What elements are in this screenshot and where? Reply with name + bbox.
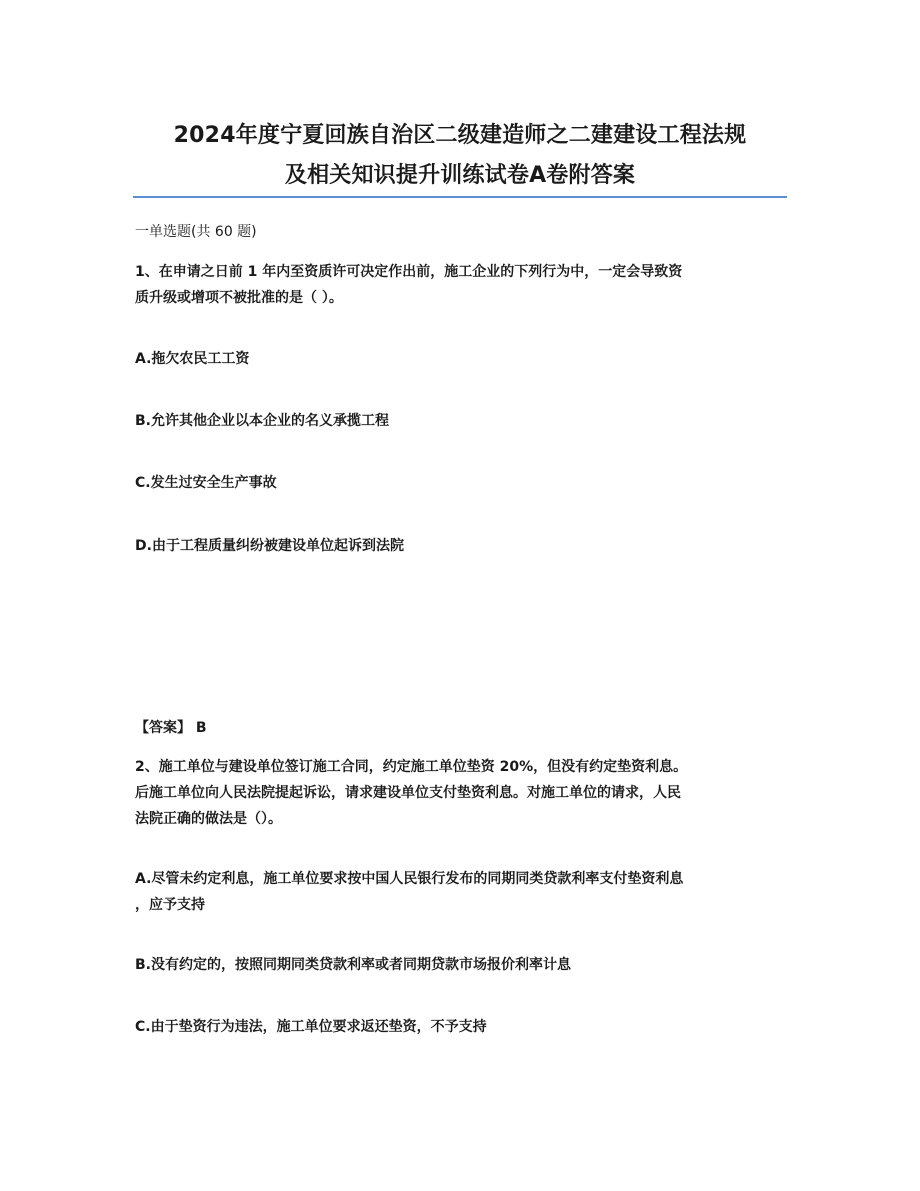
question-1-option-c: C.发生过安全生产事故 [135,475,277,491]
question-1-option-d: D.由于工程质量纠纷被建设单位起诉到法院 [135,538,404,554]
question-1-option-b: B.允许其他企业以本企业的名义承揽工程 [135,413,389,429]
question-2-option-a-line-2: ，应予支持 [135,897,205,913]
question-2-stem-line-1: 2、施工单位与建设单位签订施工合同，约定施工单位垫资 20%，但没有约定垫资利息。 [135,759,688,775]
document-title [133,116,787,196]
question-2-option-a-line-1: A.尽管未约定利息，施工单位要求按中国人民银行发布的同期同类贷款利率支付垫资利息 [135,871,684,887]
question-1-answer: 【答案】 B [135,720,207,736]
question-1-stem-line-2: 质升级或增项不被批准的是（ ）。 [135,290,343,306]
question-1-stem-line-1: 1、在申请之日前 1 年内至资质许可决定作出前，施工企业的下列行为中，一定会导致资 [135,264,683,280]
title-line-1: 2024年度宁夏回族自治区二级建造师之二建建设工程法规 [173,123,747,148]
question-2-stem-line-3: 法院正确的做法是（）。 [135,811,282,827]
title-divider [133,196,787,198]
question-1-option-a: A.拖欠农民工工资 [135,351,250,367]
question-2-option-b: B.没有约定的，按照同期同类贷款利率或者同期贷款市场报价利率计息 [135,957,571,973]
question-2-stem-line-2: 后施工单位向人民法院提起诉讼，请求建设单位支付垫资利息。对施工单位的请求，人民 [135,785,681,801]
section-heading: 一单选题(共 60 题) [135,224,257,240]
question-2-option-c: C.由于垫资行为违法，施工单位要求返还垫资，不予支持 [135,1019,487,1035]
title-line-2: 及相关知识提升训练试卷A卷附答案 [284,163,636,188]
